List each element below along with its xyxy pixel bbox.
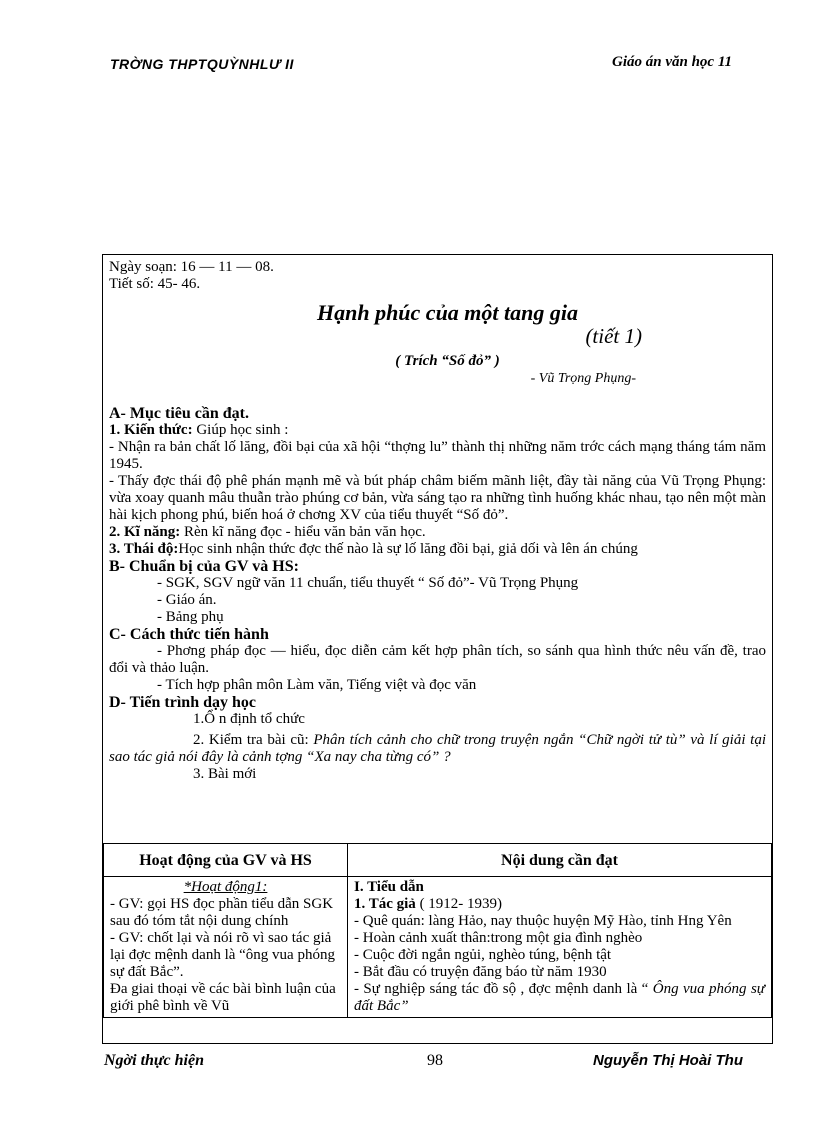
activity-line: - GV: gọi HS đọc phần tiểu dẫn SGK sau đó tóm tắt nội dung chính [110,896,334,929]
lesson-subtitle: (tiết 1) [585,324,642,348]
section-b-heading: B- Chuẩn bị của GV và HS: [109,558,299,575]
attitude-label: 3. Thái độ: [109,541,179,557]
section-a-heading: A- Mục tiêu cần đạt. [109,405,249,422]
date-line: Ngày soạn: 16 — 11 — 08. [109,259,274,275]
content-line: - Cuộc đời ngắn ngủi, nghèo túng, bệnh tật [354,947,612,963]
activity-line: Đa giai thoại về các bài bình luận của giới phê bình về Vũ [110,981,336,1014]
content-line: - Bắt đầu có truyện đăng báo từ năm 1930 [354,964,607,980]
prep-item: - SGK, SGV ngữ văn 11 chuẩn, tiểu thuyết “ Số đỏ”- Vũ Trọng Phụng [157,575,579,591]
step-2 [109,732,766,766]
lesson-plan-table [103,843,772,1018]
lesson-author: - Vũ Trọng Phụng- [530,371,636,386]
step-3: 3. Bài mới [193,766,257,782]
table-row [104,877,772,1018]
content-cell [348,877,772,1018]
content-line: - Quê quán: làng Hảo, nay thuộc huyện Mỹ Hào, tỉnh Hng Yên [354,913,732,929]
knowledge-point-1: - Nhận ra bản chất lố lăng, đồi bại của xã hội “thợng lu” thành thị những năm trớc cách mạng tháng tám năm 1945. [109,439,766,472]
skill-label: 2. Kĩ năng: [109,524,181,540]
table-header-row [104,844,772,877]
method-line: - Phơng pháp đọc — hiểu, đọc diễn cảm kết hợp phân tích, so sánh qua hình thức nêu vấn đề, trao đổi và thảo luận. [109,643,766,676]
activity-heading: *Hoạt động1: [183,879,268,895]
header-school: TRỜNG THPTQUỲNHLƯ II [110,56,294,72]
author-heading-line [354,896,765,913]
lesson-content [103,255,772,783]
skill-line [109,524,766,541]
page-number: 98 [427,1052,443,1069]
knowledge-text: Giúp học sinh : [192,422,289,438]
footer-author-signature: Nguyễn Thị Hoài Thu [593,1052,743,1069]
activity-cell [104,877,348,1018]
prep-item: - Bảng phụ [157,609,224,625]
skill-text: Rèn kĩ năng đọc - hiểu văn bản văn học. [180,524,426,540]
lesson-frame [102,254,773,1044]
lesson-excerpt: ( Trích “Số đỏ” ) [395,353,500,369]
knowledge-label: 1. Kiến thức: [109,422,193,438]
col2-header: Nội dung cần đạt [348,844,772,877]
knowledge-line [109,422,766,439]
col1-header: Hoạt động của GV và HS [104,844,348,877]
step-2-label: 2. Kiểm tra bài cũ: [193,732,314,748]
lesson-title: Hạnh phúc của một tang gia [316,300,578,325]
header-subject: Giáo án văn học 11 [612,54,733,70]
step-1: 1.Ổ n định tổ chức [193,711,305,727]
author-years: ( 1912- 1939) [415,896,503,912]
step-2-question: Phân tích cảnh cho chữ trong truyện ngắn “Chữ ngời tử tù” và lí giải tại sao tác giả nói đây là cảnh tợng “Xa nay cha từng có” ? [109,732,766,765]
intro-heading: I. Tiểu dẫn [354,879,424,895]
section-d-heading: D- Tiến trình dạy học [109,694,256,711]
integrate-line: - Tích hợp phân môn Làm văn, Tiếng việt và đọc văn [157,677,477,693]
career-title: Ông vua phóng sự đất Bắc” [354,981,765,1014]
section-c-heading: C- Cách thức tiến hành [109,626,269,643]
author-label: 1. Tác giả [354,896,416,912]
activity-line: - GV: chốt lại và nói rõ vì sao tác giả lại đợc mệnh danh là “ông vua phóng sự đất Bắc”. [110,930,335,980]
prep-item: - Giáo án. [157,592,217,608]
content-line: - Hoàn cảnh xuất thân:trong một gia đình nghèo [354,930,643,946]
career-line [354,981,765,1015]
period-line: Tiết số: 45- 46. [109,276,201,292]
attitude-text: Học sinh nhận thức đợc thế nào là sự lố lăng đồi bại, giả dối và lên án chúng [178,541,638,557]
attitude-line [109,541,766,558]
knowledge-point-2: - Thấy đợc thái độ phê phán mạnh mẽ và bút pháp châm biếm mãnh liệt, đầy tài năng của Vũ Trọng Phụng: vừa xoay quanh mâu thuẫn trào phúng cơ bản, vừa sáng tạo ra những tình huống khác nhau, tạo nên một màn hài kịch phong phú, biến hoá ở chơng XV của tiểu thuyết “Số đỏ”. [109,473,766,523]
footer-author-label: Ngời thực hiện [104,1052,204,1069]
career-prefix: - Sự nghiệp sáng tác đồ sộ , đợc mệnh danh là “ [354,981,653,997]
